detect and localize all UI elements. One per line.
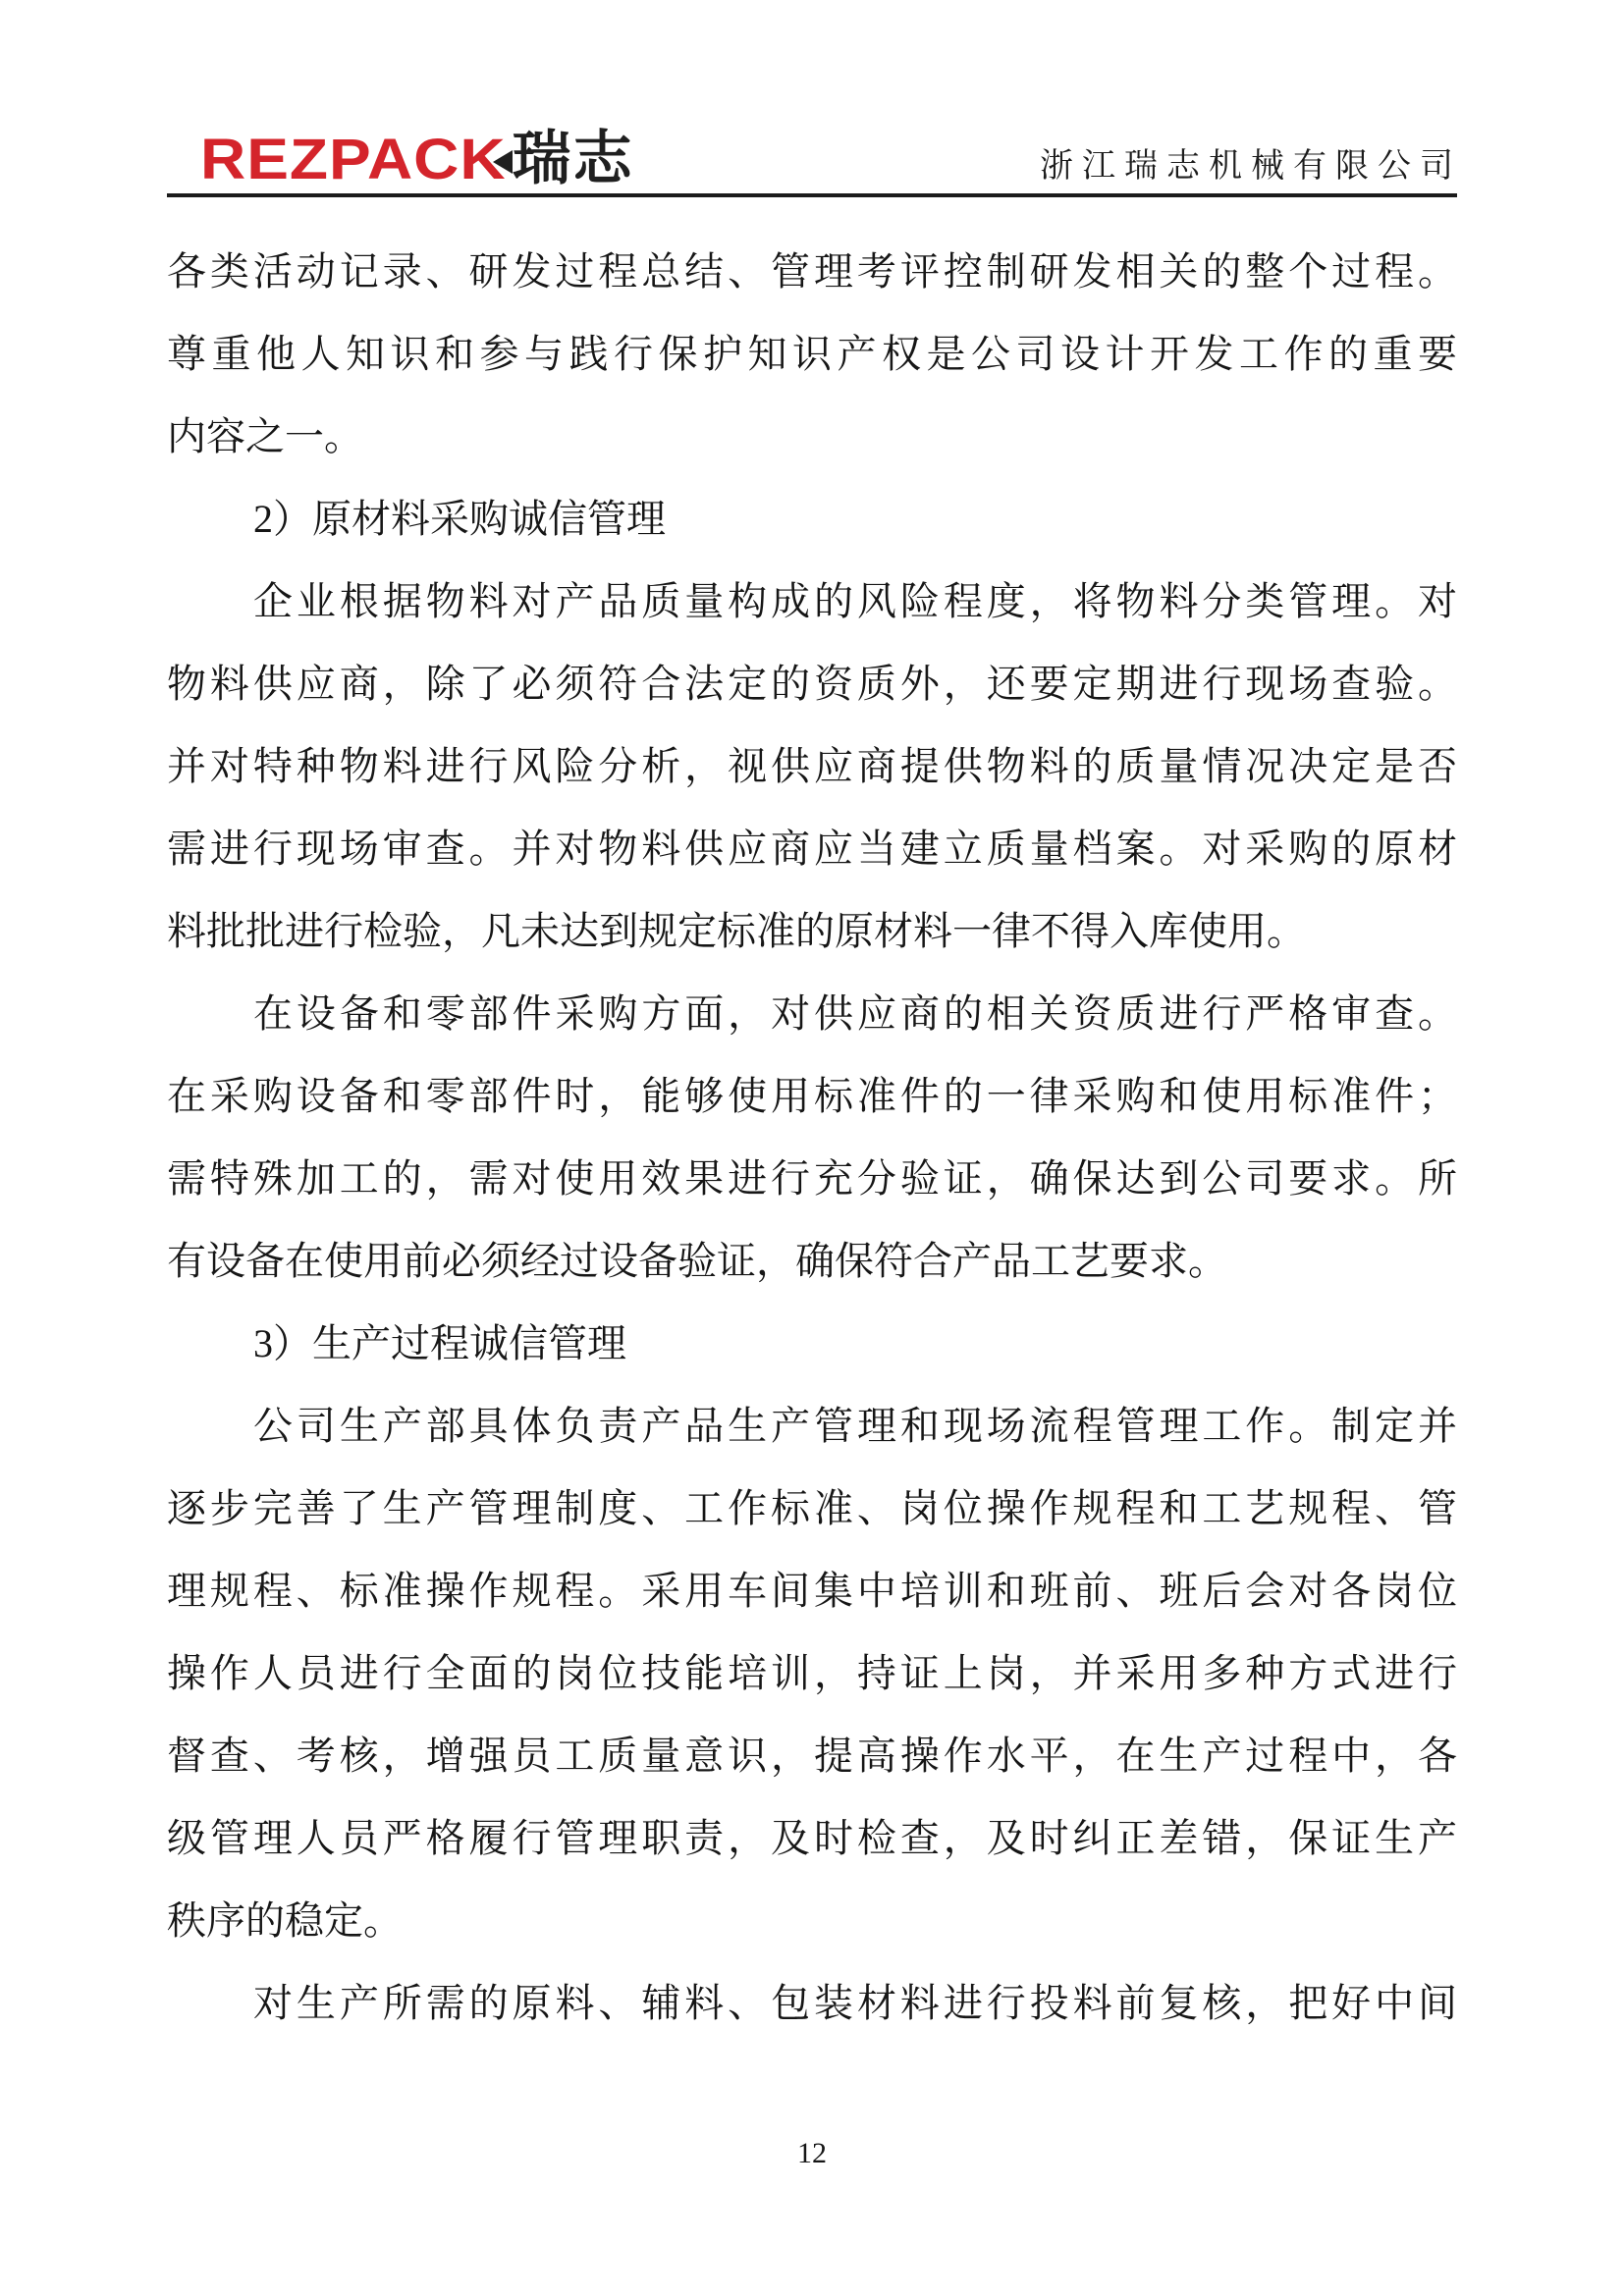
text-line: 内容之一。 <box>167 414 363 458</box>
text-line: 有设备在使用前必须经过设备验证，确保符合产品工艺要求。 <box>167 1239 1227 1283</box>
text-line: 在设备和零部件采购方面，对供应商的相关资质进行严格审查。 <box>253 991 1457 1036</box>
page-header <box>167 126 1462 194</box>
text-line: 并对特种物料进行风险分析，视供应商提供物料的质量情况决定是否 <box>167 744 1457 788</box>
text-line: 需特殊加工的，需对使用效果进行充分验证，确保达到公司要求。所 <box>167 1156 1457 1201</box>
text-line: 督查、考核，增强员工质量意识，提高操作水平，在生产过程中，各 <box>167 1734 1457 1778</box>
text-line: 物料供应商，除了必须符合法定的资质外，还要定期进行现场查验。 <box>167 662 1457 706</box>
text-line: 需进行现场审查。并对物料供应商应当建立质量档案。对采购的原材 <box>167 827 1457 871</box>
logo-latin-text: REZPACK <box>200 126 507 192</box>
document-body <box>167 231 1457 2045</box>
header-divider <box>167 193 1457 197</box>
text-line: 尊重他人知识和参与践行保护知识产权是公司设计开发工作的重要 <box>167 332 1457 376</box>
text-line: 在采购设备和零部件时，能够使用标准件的一律采购和使用标准件； <box>167 1074 1457 1118</box>
text-line: 料批批进行检验，凡未达到规定标准的原材料一律不得入库使用。 <box>167 909 1306 953</box>
text-line: 对生产所需的原料、辅料、包装材料进行投料前复核，把好中间 <box>253 1981 1457 2025</box>
text-line: 理规程、标准操作规程。采用车间集中培训和班前、班后会对各岗位 <box>167 1569 1457 1613</box>
text-line: 各类活动记录、研发过程总结、管理考评控制研发相关的整个过程。 <box>167 249 1457 294</box>
text-line: 公司生产部具体负责产品生产管理和现场流程管理工作。制定并 <box>253 1404 1457 1448</box>
company-logo <box>200 126 634 192</box>
text-line: 2）原材料采购诚信管理 <box>253 497 666 541</box>
page-footer <box>0 2132 1624 2175</box>
company-name: 浙江瑞志机械有限公司 <box>1040 148 1462 185</box>
logo-cjk-text: 瑞志 <box>512 126 634 191</box>
text-line: 3）生产过程诚信管理 <box>253 1321 626 1365</box>
page-number: 12 <box>797 2137 827 2169</box>
text-line: 操作人员进行全面的岗位技能培训，持证上岗，并采用多种方式进行 <box>167 1651 1457 1695</box>
text-line: 企业根据物料对产品质量构成的风险程度，将物料分类管理。对 <box>253 579 1457 623</box>
text-line: 逐步完善了生产管理制度、工作标准、岗位操作规程和工艺规程、管 <box>167 1486 1457 1530</box>
text-line: 秩序的稳定。 <box>167 1898 403 1943</box>
text-line: 级管理人员严格履行管理职责，及时检查，及时纠正差错，保证生产 <box>167 1816 1457 1860</box>
